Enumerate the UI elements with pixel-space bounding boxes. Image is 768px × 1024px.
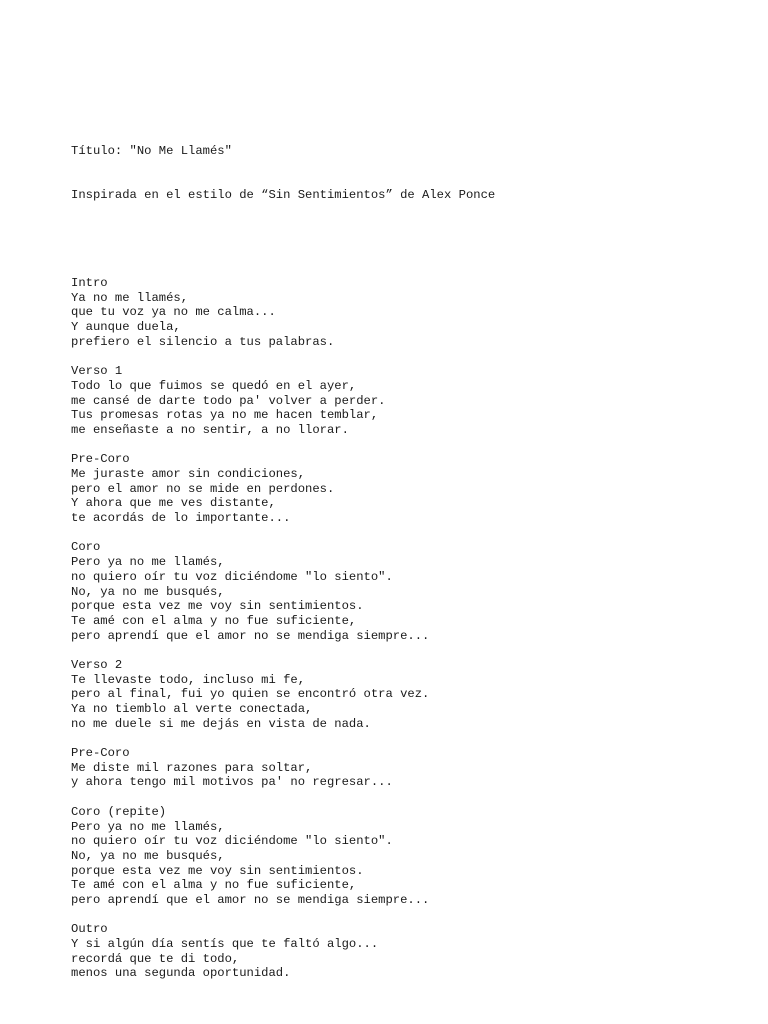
lyric-line: pero aprendí que el amor no se mendiga siempre... <box>71 628 430 643</box>
lyric-line: prefiero el silencio a tus palabras. <box>71 334 335 349</box>
lyrics-section <box>71 746 751 790</box>
lyrics-section <box>71 452 751 525</box>
lyric-line: Y si algún día sentís que te faltó algo... <box>71 937 379 952</box>
lyric-line: porque esta vez me voy sin sentimientos. <box>71 599 364 614</box>
lyric-line: Te amé con el alma y no fue suficiente, <box>71 878 357 893</box>
lyric-line: me enseñaste a no sentir, a no llorar. <box>71 422 349 437</box>
lyric-line: menos una segunda oportunidad. <box>71 966 291 981</box>
lyric-line: pero el amor no se mide en perdones. <box>71 481 335 496</box>
lyric-line: porque esta vez me voy sin sentimientos. <box>71 863 364 878</box>
lyric-line: Ya no me llamés, <box>71 290 189 305</box>
lyric-line: recordá que te di todo, <box>71 951 240 966</box>
lyric-line: no quiero oír tu voz diciéndome "lo siento". <box>71 569 393 584</box>
lyric-line: Todo lo que fuimos se quedó en el ayer, <box>71 378 357 393</box>
lyric-line: pero al final, fui yo quien se encontró otra vez. <box>71 687 430 702</box>
lyric-line: Me diste mil razones para soltar, <box>71 760 313 775</box>
section-heading: Pre-Coro <box>71 746 130 761</box>
section-heading: Pre-Coro <box>71 452 130 467</box>
song-title: Título: "No Me Llamés" <box>71 143 232 158</box>
lyric-line: Ya no tiemblo al verte conectada, <box>71 702 313 717</box>
lyric-line: Me juraste amor sin condiciones, <box>71 467 306 482</box>
section-heading: Verso 2 <box>71 657 123 672</box>
lyrics-section <box>71 922 751 981</box>
section-heading: Intro <box>71 276 108 291</box>
lyric-line: Te llevaste todo, incluso mi fe, <box>71 672 306 687</box>
lyrics-section <box>71 658 751 731</box>
lyric-line: Pero ya no me llamés, <box>71 819 225 834</box>
lyrics-section <box>71 540 751 643</box>
lyric-line: Pero ya no me llamés, <box>71 555 225 570</box>
lyric-line: Y aunque duela, <box>71 320 181 335</box>
lyric-line: que tu voz ya no me calma... <box>71 305 276 320</box>
lyric-line: Y ahora que me ves distante, <box>71 496 276 511</box>
section-heading: Verso 1 <box>71 364 123 379</box>
lyric-line: pero aprendí que el amor no se mendiga siempre... <box>71 892 430 907</box>
section-heading: Coro <box>71 540 101 555</box>
lyric-line: No, ya no me busqués, <box>71 848 225 863</box>
lyric-line: te acordás de lo importante... <box>71 511 291 526</box>
song-subtitle: Inspirada en el estilo de “Sin Sentimientos” de Alex Ponce <box>71 187 496 202</box>
lyrics-section <box>71 276 751 349</box>
lyric-line: me cansé de darte todo pa' volver a perder. <box>71 393 386 408</box>
document-header <box>71 114 751 232</box>
lyric-line: Tus promesas rotas ya no me hacen temblar, <box>71 408 379 423</box>
lyric-line: no quiero oír tu voz diciéndome "lo siento". <box>71 834 393 849</box>
lyric-line: No, ya no me busqués, <box>71 584 225 599</box>
lyrics-section <box>71 805 751 908</box>
lyrics-section <box>71 364 751 437</box>
lyric-line: y ahora tengo mil motivos pa' no regresar... <box>71 775 393 790</box>
section-heading: Outro <box>71 922 108 937</box>
lyrics-body <box>71 276 751 981</box>
section-heading: Coro (repite) <box>71 804 167 819</box>
lyric-line: Te amé con el alma y no fue suficiente, <box>71 613 357 628</box>
document-page <box>71 85 751 996</box>
lyric-line: no me duele si me dejás en vista de nada. <box>71 716 371 731</box>
